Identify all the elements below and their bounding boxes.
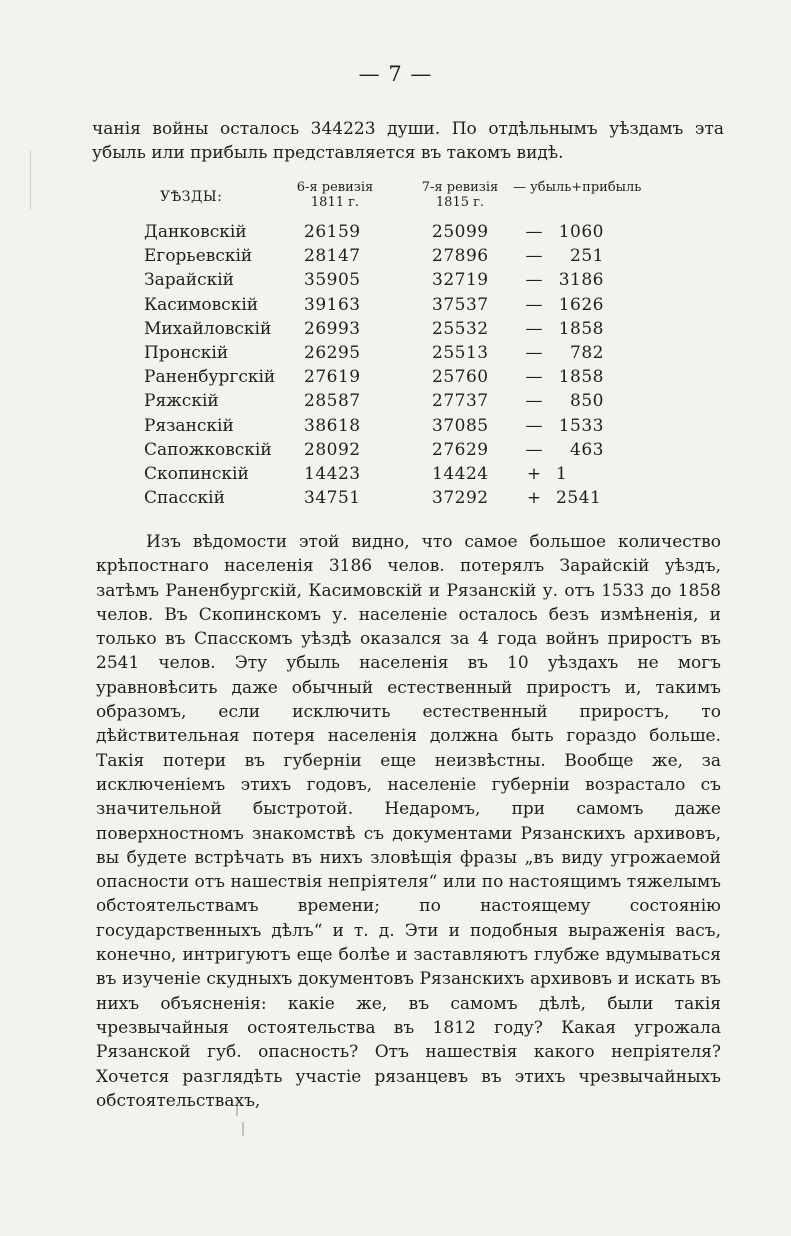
change-value: 463 xyxy=(570,439,604,460)
intro-text: чанія войны осталось 344223 души. По отдѣльнымъ уѣздамъ эта убыль или прибыль представляется въ такомъ видѣ. xyxy=(92,119,724,163)
district-name: Спасскій xyxy=(144,488,225,509)
table-row xyxy=(142,220,622,244)
revision-7-value: 25532 xyxy=(432,318,489,339)
change-sign: — xyxy=(525,270,543,291)
scan-mark xyxy=(30,150,31,210)
change-value: 782 xyxy=(570,342,604,363)
revision-7-value: 32719 xyxy=(432,270,489,291)
scan-mark xyxy=(236,1100,238,1116)
body-paragraph xyxy=(96,530,721,1113)
district-name: Пронскій xyxy=(144,342,229,363)
revision-6-value: 28147 xyxy=(304,246,361,267)
change-value: 1626 xyxy=(558,294,604,315)
change-value: 1060 xyxy=(558,222,604,242)
revision-6-value: 35905 xyxy=(304,270,361,291)
district-name: Рязанскій xyxy=(144,415,234,436)
revision-7-value: 27896 xyxy=(432,246,489,267)
revision-6-value: 39163 xyxy=(304,294,361,315)
table-row xyxy=(142,293,622,317)
table-row xyxy=(142,462,622,486)
change-sign: — xyxy=(525,246,543,267)
table-row xyxy=(142,365,622,389)
revision-6-value: 26993 xyxy=(304,318,361,339)
revision-6-value: 28587 xyxy=(304,391,361,412)
table-row xyxy=(142,341,622,365)
district-name: Данковскій xyxy=(144,222,247,242)
district-name: Касимовскій xyxy=(144,294,259,315)
change-value: 3186 xyxy=(558,270,604,291)
revision-6-value: 26159 xyxy=(304,222,361,242)
district-name: Сапожковскій xyxy=(144,439,272,460)
change-value: 251 xyxy=(570,246,604,267)
table-row xyxy=(142,414,622,438)
change-sign: + xyxy=(526,488,542,509)
district-name: Зарайскій xyxy=(144,270,234,291)
header-difference: — убыль+прибыль xyxy=(513,180,642,195)
intro-paragraph xyxy=(92,117,724,165)
scan-mark xyxy=(242,1122,244,1136)
revision-6-value: 28092 xyxy=(304,439,361,460)
change-value: 1 xyxy=(556,463,568,484)
change-sign: — xyxy=(525,294,543,315)
page-number: — 7 — xyxy=(358,62,433,86)
district-name: Скопинскій xyxy=(144,463,249,484)
change-sign: — xyxy=(525,391,543,412)
revision-6-value: 14423 xyxy=(304,463,361,484)
revision-7-value: 14424 xyxy=(432,463,489,484)
header-revision-6: 6-я ревизія 1811 г. xyxy=(296,180,374,210)
revision-7-value: 27737 xyxy=(432,391,489,412)
header-district: УѢЗДЫ: xyxy=(160,189,223,205)
change-sign: — xyxy=(525,222,543,242)
change-value: 1858 xyxy=(558,367,604,388)
revision-7-value: 25099 xyxy=(432,222,489,242)
district-name: Егорьевскій xyxy=(144,246,253,267)
change-sign: — xyxy=(525,439,543,460)
change-value: 1858 xyxy=(558,318,604,339)
body-text: Изъ вѣдомости этой видно, что самое большое количество крѣпостнаго населенія 3186 челов. потерялъ Зарайскій уѣздъ, затѣмъ Раненбургскій, Касимовскій и Рязанскій у. отъ 1533 до 1858 челов. Въ Скопинскомъ у. населеніе осталось безъ измѣненія, и только въ Спасскомъ уѣздѣ оказался за 4 года войнъ приростъ въ 2541 челов. Эту убыль населенія въ 10 уѣздахъ не могъ уравновѣсить даже обычный естественный приростъ и, такимъ образомъ, если исключить естественный приростъ, то дѣйствительная потеря населенія должна быть гораздо больше. Такія потери въ губерніи еще неизвѣстны. Вообще же, за исключеніемъ этихъ годовъ, населеніе губерніи возрастало съ значительной быстротой. Недаромъ, при самомъ даже поверхностномъ знакомствѣ съ документами Рязанскихъ архивовъ, вы будете встрѣчать въ нихъ зловѣщія фразы „въ виду угрожаемой опасности отъ нашествія непріятеля“ или по настоящимъ тяжелымъ обстоятельствамъ времени; по настоящему состоянію государственныхъ дѣлъ“ и т. д. Эти и подобныя выраженія васъ, конечно, интригуютъ еще болѣе и заставляютъ глубже вдумываться въ изученіе скудныхъ документовъ Рязанскихъ архивовъ и искать въ нихъ объясненія: какіе же, въ самомъ дѣлѣ, были такія чрезвычайныя остоятельства въ 1812 году? Какая угрожала Рязанской губ. опасность? Отъ нашествія какого непріятеля? Хочется разглядѣть участіе рязанцевъ въ этихъ чрезвычайныхъ обстоятельствахъ, xyxy=(96,532,721,1111)
revision-7-value: 25513 xyxy=(432,342,489,363)
change-sign: — xyxy=(525,318,543,339)
revision-6-value: 34751 xyxy=(304,488,361,509)
header-revision-7: 7-я ревизія 1815 г. xyxy=(421,180,499,210)
change-sign: — xyxy=(525,342,543,363)
revision-6-value: 26295 xyxy=(304,342,361,363)
district-name: Ряжскій xyxy=(144,391,219,412)
revision-7-value: 37537 xyxy=(432,294,489,315)
revision-6-value: 38618 xyxy=(304,415,361,436)
revision-7-value: 27629 xyxy=(432,439,489,460)
table-row xyxy=(142,389,622,413)
change-sign: + xyxy=(526,463,542,484)
change-value: 1533 xyxy=(558,415,604,436)
table-row xyxy=(142,486,622,510)
change-sign: — xyxy=(525,415,543,436)
district-name: Михайловскій xyxy=(144,318,272,339)
table-row xyxy=(142,268,622,292)
table-row xyxy=(142,438,622,462)
change-value: 2541 xyxy=(556,488,602,509)
table-row xyxy=(142,244,622,268)
change-sign: — xyxy=(525,367,543,388)
revision-7-value: 25760 xyxy=(432,367,489,388)
revision-7-value: 37292 xyxy=(432,488,489,509)
district-name: Раненбургскій xyxy=(144,367,276,388)
population-table xyxy=(142,220,622,510)
change-value: 850 xyxy=(570,391,604,412)
revision-6-value: 27619 xyxy=(304,367,361,388)
table-row xyxy=(142,317,622,341)
revision-7-value: 37085 xyxy=(432,415,489,436)
